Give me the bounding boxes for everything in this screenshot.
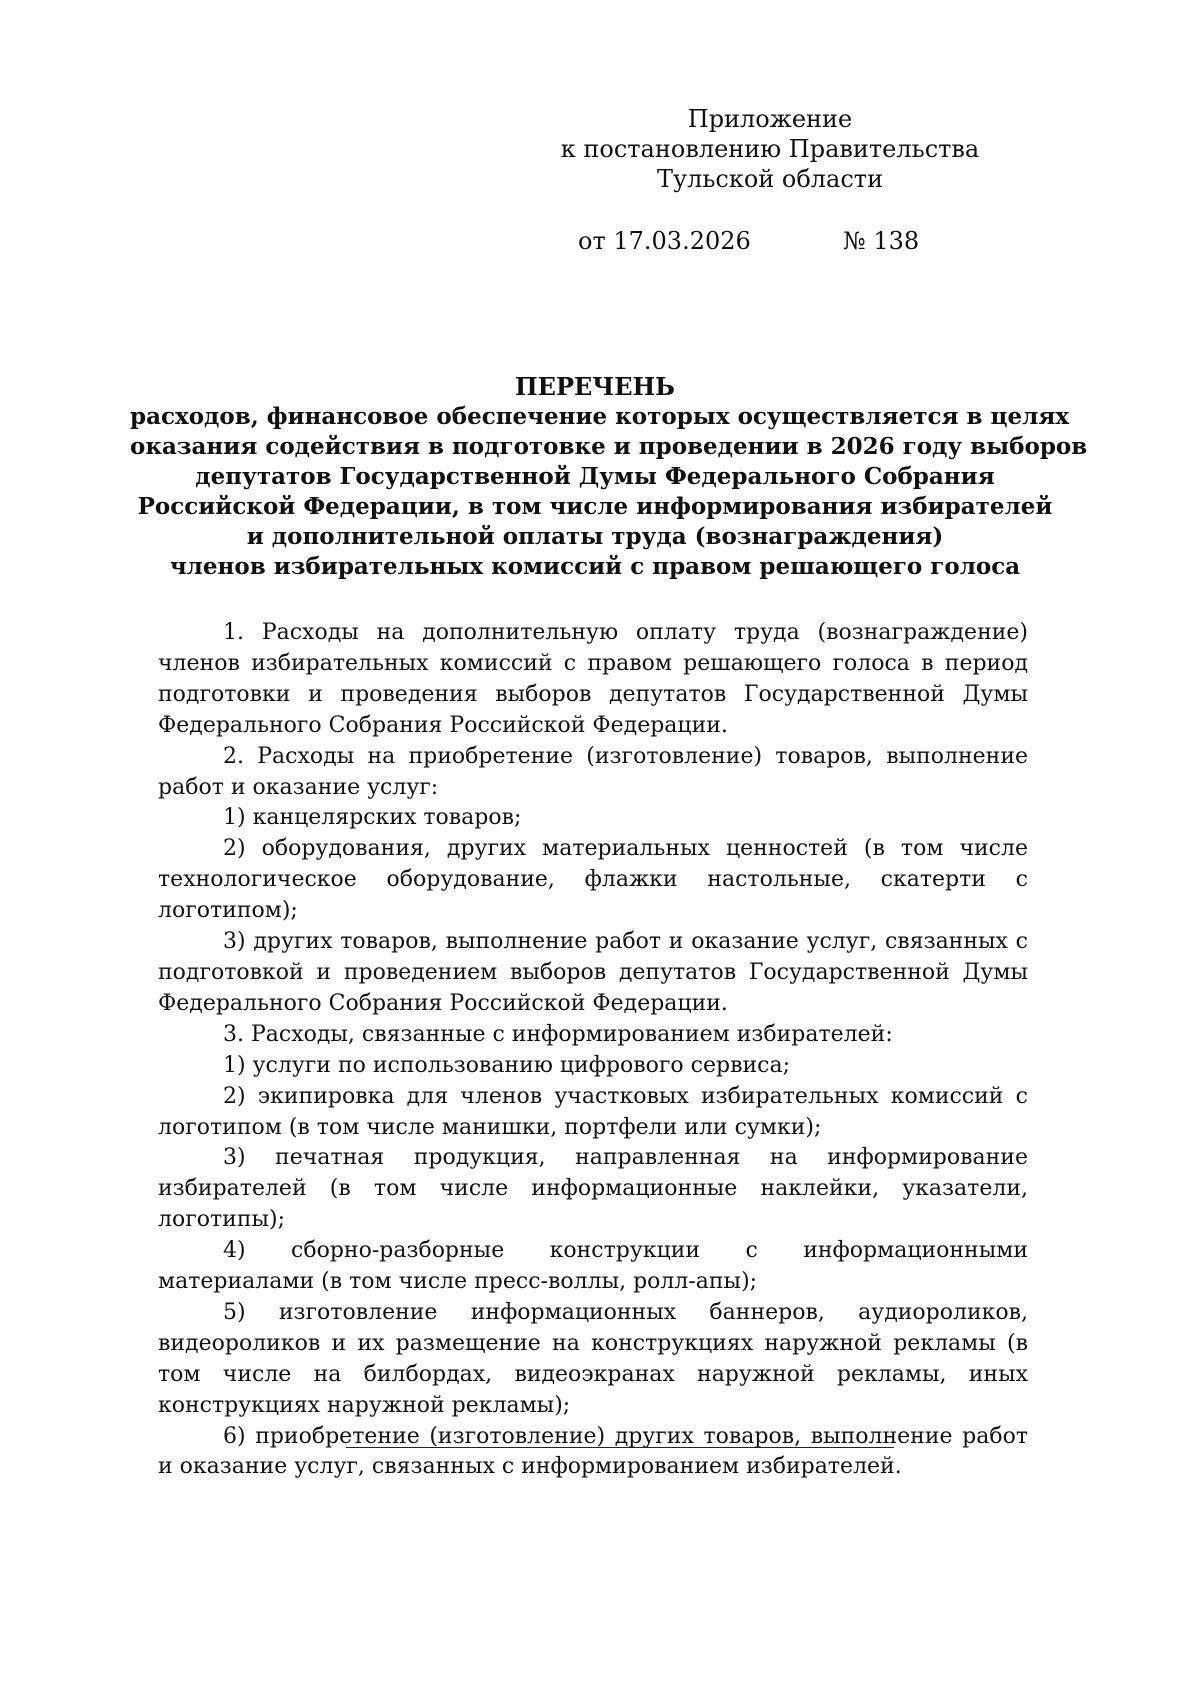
appendix-line-2: к постановлению Правительства (560, 135, 980, 163)
list-item: 2) оборудования, других материальных ценностей (в том числе технологическое оборудование, флажки настольные, скатерти с логотипом); (158, 836, 1028, 924)
title-line: и дополнительной оплаты труда (вознаграждения) (246, 523, 944, 550)
list-item: 3. Расходы, связанные с информированием избирателей: (223, 1021, 893, 1047)
title-line: депутатов Государственной Думы Федерального Собрания (195, 463, 995, 490)
list-item: 5) изготовление информационных баннеров, аудиороликов, видеороликов и их размещение на конструкциях наружной рекламы (в том числе на билбордах, видеоэкранах наружной рекламы, иных конструкциях наружной рекламы); (158, 1299, 1028, 1418)
end-divider (346, 1447, 894, 1448)
list-item: 4) сборно-разборные конструкции с информационными материалами (в том числе пресс-воллы, ролл-апы); (158, 1238, 1028, 1295)
list-item: 2. Расходы на приобретение (изготовление) товаров, выполнение работ и оказание услуг: (158, 743, 1028, 800)
appendix-header (520, 104, 1020, 194)
expense-list (158, 618, 1028, 1483)
list-item: 1) канцелярских товаров; (223, 805, 522, 831)
title-line: членов избирательных комиссий с правом решающего голоса (169, 553, 1021, 580)
list-item: 1) услуги по использованию цифрового сервиса; (223, 1052, 790, 1078)
title-line: оказания содействия в подготовке и проведении в 2026 году выборов (130, 433, 1088, 460)
decree-number: № 138 (843, 227, 920, 255)
list-item: 3) других товаров, выполнение работ и оказание услуг, связанных с подготовкой и проведением выборов депутатов Государственной Думы Федерального Собрания Российской Федерации. (158, 929, 1028, 1016)
list-item: 1. Расходы на дополнительную оплату труда (вознаграждение) членов избирательных комиссий с правом решающего голоса в период подготовки и проведения выборов депутатов Государственной Думы Федерального Собрания Российской Федерации. (158, 620, 1028, 738)
title-line: расходов, финансовое обеспечение которых осуществляется в целях (130, 403, 1070, 430)
list-item: 6) приобретение (изготовление) других товаров, выполнение работ и оказание услуг, связанных с информированием избирателей. (158, 1423, 1028, 1480)
appendix-line-1: Приложение (687, 105, 853, 133)
title-line: Российской Федерации, в том числе информирования избирателей (137, 493, 1053, 520)
title-heading: ПЕРЕЧЕНЬ (515, 372, 675, 401)
decree-date: от 17.03.2026 (578, 227, 751, 255)
appendix-line-3: Тульской области (656, 165, 884, 193)
list-item: 2) экипировка для членов участковых избирательных комиссий с логотипом (в том числе манишки, портфели или сумки); (158, 1083, 1028, 1140)
document-title (130, 372, 1088, 582)
list-item: 3) печатная продукция, направленная на информирование избирателей (в том числе информационные наклейки, указатели, логотипы); (158, 1145, 1028, 1233)
